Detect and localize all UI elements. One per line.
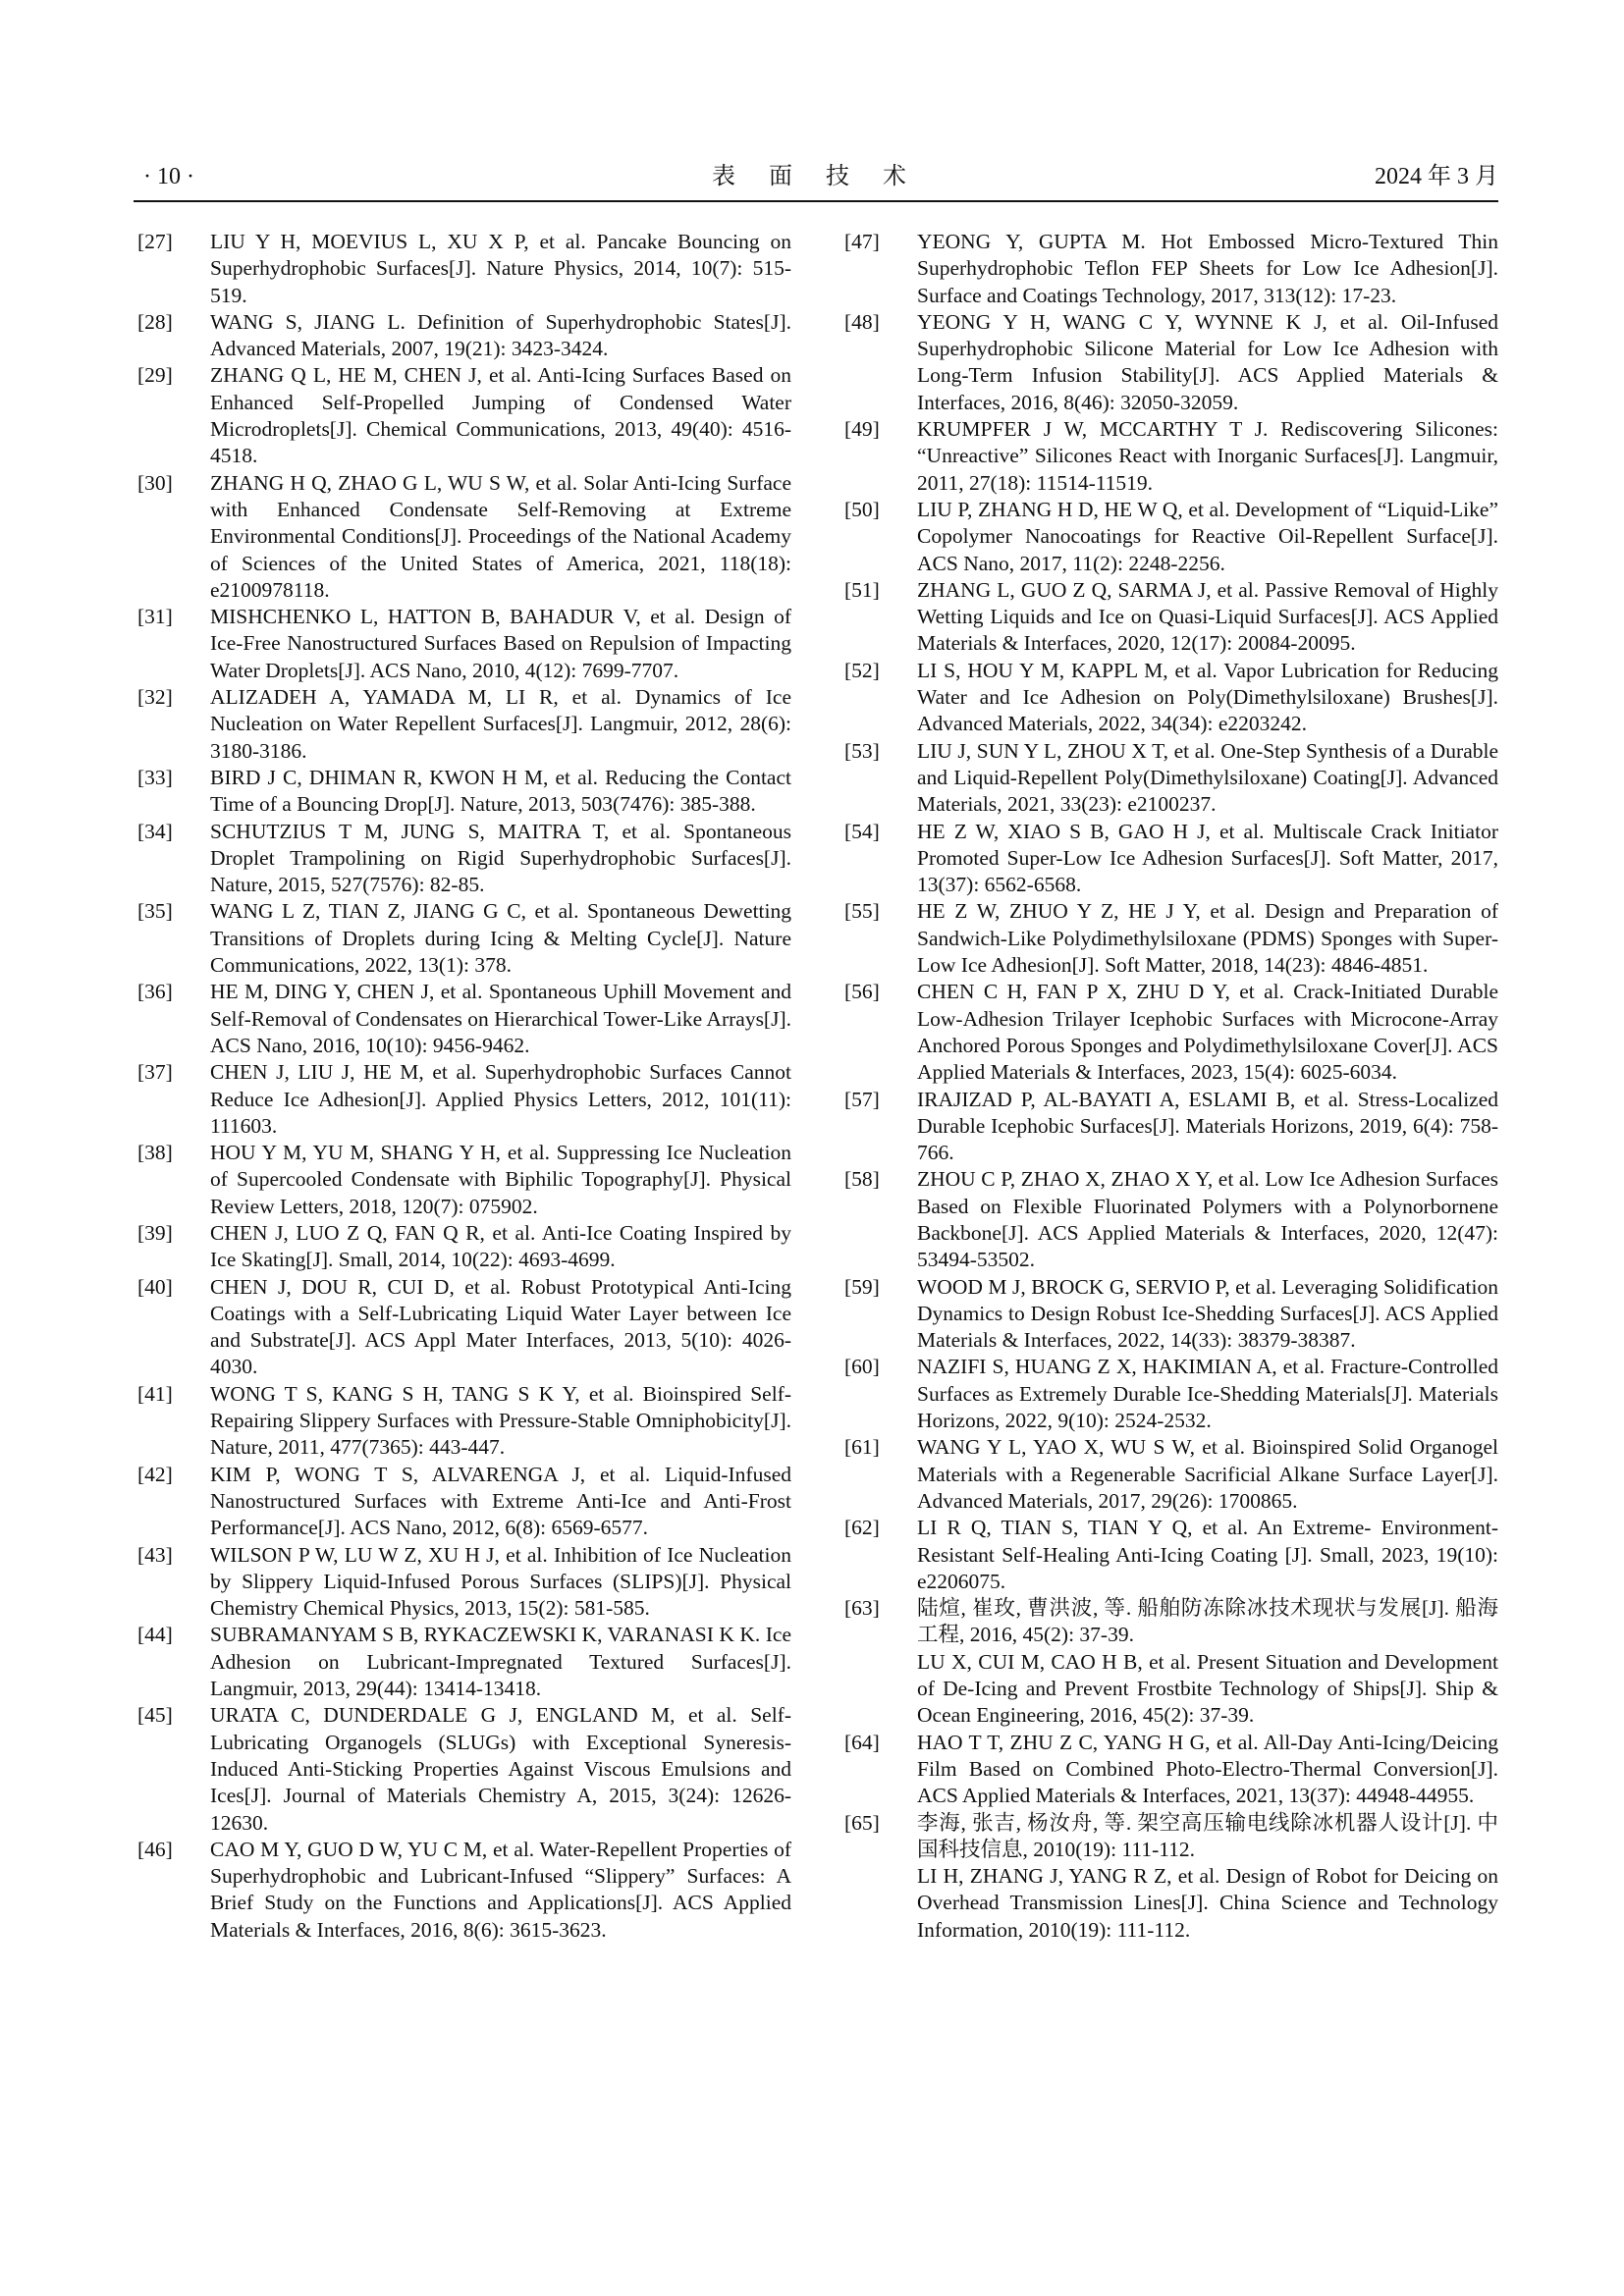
- reference-number: [53]: [844, 738, 880, 763]
- reference-entry: [844, 738, 1498, 819]
- reference-citation: YEONG Y, GUPTA M. Hot Embossed Micro-Textured Thin Superhydrophobic Teflon FEP Sheets for Low Ice Adhesion[J]. Surface and Coatings Technology, 2017, 313(12): 17-23.: [917, 230, 1498, 307]
- reference-number: [39]: [137, 1220, 173, 1245]
- reference-entry: [137, 1622, 791, 1702]
- reference-citation: URATA C, DUNDERDALE G J, ENGLAND M, et al. Self-Lubricating Organogels (SLUGs) with Exceptional Syneresis-Induced Anti-Sticking Properties Against Viscous Emulsions and Ices[J]. Journal of Materials Chemistry A, 2015, 3(24): 12626-12630.: [210, 1703, 791, 1835]
- reference-entry: [844, 497, 1498, 577]
- reference-entry: [137, 819, 791, 899]
- reference-citation: HE Z W, XIAO S B, GAO H J, et al. Multiscale Crack Initiator Promoted Super-Low Ice Adhesion Surfaces[J]. Soft Matter, 2017, 13(37): 6562-6568.: [917, 819, 1498, 897]
- reference-number: [57]: [844, 1087, 880, 1111]
- reference-citation: CHEN J, LIU J, HE M, et al. Superhydrophobic Surfaces Cannot Reduce Ice Adhesion[J]. Applied Physics Letters, 2012, 101(11): 111603.: [210, 1060, 791, 1138]
- reference-text: [917, 1515, 1498, 1595]
- reference-citation: HOU Y M, YU M, SHANG Y H, et al. Suppressing Ice Nucleation of Supercooled Condensate with Biphilic Topography[J]. Physical Review Letters, 2018, 120(7): 075902.: [210, 1141, 791, 1218]
- reference-citation: WANG S, JIANG L. Definition of Superhydrophobic States[J]. Advanced Materials, 2007, 19(21): 3423-3424.: [210, 309, 791, 361]
- reference-entry: [844, 416, 1498, 497]
- reference-column-right: [844, 229, 1498, 1944]
- reference-text: [917, 497, 1498, 577]
- reference-number: [41]: [137, 1381, 173, 1406]
- reference-number: [55]: [844, 899, 880, 924]
- reference-number: [43]: [137, 1542, 173, 1567]
- reference-entry: [137, 1837, 791, 1944]
- reference-text: [210, 1622, 791, 1702]
- reference-citation: WILSON P W, LU W Z, XU H J, et al. Inhibition of Ice Nucleation by Slippery Liquid-Infused Porous Surfaces (SLIPS)[J]. Physical Chemistry Chemical Physics, 2013, 15(2): 581-585.: [210, 1542, 791, 1621]
- reference-text: [917, 1354, 1498, 1434]
- reference-entry: [844, 1810, 1498, 1944]
- reference-translation: LI H, ZHANG J, YANG R Z, et al. Design of Robot for Deicing on Overhead Transmission Lines[J]. China Science and Technology Information, 2010(19): 111-112.: [917, 1864, 1498, 1942]
- reference-number: [30]: [137, 470, 173, 495]
- reference-number: [27]: [137, 230, 173, 253]
- reference-text: [210, 1702, 791, 1836]
- reference-number: [60]: [844, 1355, 880, 1379]
- reference-entry: [844, 898, 1498, 979]
- reference-number: [42]: [137, 1462, 173, 1486]
- reference-entry: [137, 1702, 791, 1836]
- reference-entry: [137, 765, 791, 819]
- reference-citation: LIU P, ZHANG H D, HE W Q, et al. Development of “Liquid-Like” Copolymer Nanocoatings for Reactive Oil-Repellent Surface[J]. ACS Nano, 2017, 11(2): 2248-2256.: [917, 497, 1498, 575]
- reference-text: [917, 658, 1498, 738]
- reference-text: [210, 684, 791, 765]
- reference-citation: MISHCHENKO L, HATTON B, BAHADUR V, et al. Design of Ice-Free Nanostructured Surfaces Based on Repulsion of Impacting Water Droplets[J]. ACS Nano, 2010, 4(12): 7699-7707.: [210, 605, 791, 682]
- reference-number: [45]: [137, 1703, 173, 1728]
- reference-number: [61]: [844, 1435, 880, 1460]
- reference-number: [38]: [137, 1141, 173, 1165]
- reference-text: [210, 362, 791, 469]
- reference-entry: [844, 1515, 1498, 1595]
- reference-text: [917, 1434, 1498, 1515]
- reference-number: [29]: [137, 363, 173, 388]
- reference-number: [54]: [844, 819, 880, 843]
- reference-entry: [137, 1542, 791, 1623]
- reference-text: [917, 1595, 1498, 1729]
- reference-entry: [844, 979, 1498, 1086]
- header-rule: [134, 200, 1498, 202]
- reference-citation: SCHUTZIUS T M, JUNG S, MAITRA T, et al. Spontaneous Droplet Trampolining on Rigid Superhydrophobic Surfaces[J]. Nature, 2015, 527(7576): 82-85.: [210, 819, 791, 897]
- reference-entry: [844, 819, 1498, 899]
- reference-citation: HE Z W, ZHUO Y Z, HE J Y, et al. Design and Preparation of Sandwich-Like Polydimethylsiloxane (PDMS) Sponges with Super-Low Ice Adhesion[J]. Soft Matter, 2018, 14(23): 4846-4851.: [917, 899, 1498, 978]
- reference-entry: [137, 1220, 791, 1274]
- reference-text: [210, 1542, 791, 1623]
- reference-citation: ZHANG H Q, ZHAO G L, WU S W, et al. Solar Anti-Icing Surface with Enhanced Condensate Self-Removing at Extreme Environmental Conditions[J]. Proceedings of the National Academy of Sciences of the United States of America, 2021, 118(18): e2100978118.: [210, 470, 791, 602]
- reference-citation: 陆煊, 崔玫, 曹洪波, 等. 船舶防冻除冰技术现状与发展[J]. 船海工程, 2016, 45(2): 37-39.: [917, 1596, 1498, 1647]
- reference-number: [37]: [137, 1060, 173, 1085]
- reference-entry: [137, 898, 791, 979]
- reference-text: [210, 1059, 791, 1140]
- reference-entry: [844, 1595, 1498, 1729]
- reference-text: [917, 1087, 1498, 1167]
- journal-title: 表 面 技 术: [712, 164, 920, 189]
- reference-entry: [844, 1166, 1498, 1273]
- page-number: · 10 ·: [143, 164, 194, 189]
- reference-entry: [137, 362, 791, 469]
- reference-citation: BIRD J C, DHIMAN R, KWON H M, et al. Reducing the Contact Time of a Bouncing Drop[J]. Nature, 2013, 503(7476): 385-388.: [210, 765, 791, 817]
- reference-text: [210, 1220, 791, 1274]
- reference-number: [44]: [137, 1623, 173, 1647]
- reference-text: [210, 765, 791, 819]
- reference-citation: CHEN J, LUO Z Q, FAN Q R, et al. Anti-Ice Coating Inspired by Ice Skating[J]. Small, 2014, 10(22): 4693-4699.: [210, 1220, 791, 1272]
- reference-column-left: [137, 229, 791, 1944]
- reference-text: [210, 229, 791, 309]
- reference-entry: [844, 229, 1498, 309]
- reference-number: [58]: [844, 1167, 880, 1192]
- reference-citation: YEONG Y H, WANG C Y, WYNNE K J, et al. Oil-Infused Superhydrophobic Silicone Material for Low Ice Adhesion with Long-Term Infusion Stability[J]. ACS Applied Materials & Interfaces, 2016, 8(46): 32050-32059.: [917, 309, 1498, 414]
- reference-text: [917, 979, 1498, 1086]
- reference-number: [52]: [844, 658, 880, 682]
- reference-citation: SUBRAMANYAM S B, RYKACZEWSKI K, VARANASI K K. Ice Adhesion on Lubricant-Impregnated Textured Surfaces[J]. Langmuir, 2013, 29(44): 13414-13418.: [210, 1623, 791, 1701]
- running-header: [134, 159, 1498, 194]
- reference-entry: [137, 1274, 791, 1381]
- reference-citation: ZHOU C P, ZHAO X, ZHAO X Y, et al. Low Ice Adhesion Surfaces Based on Flexible Fluorinated Polymers with a Polynorbornene Backbone[J]. ACS Applied Materials & Interfaces, 2020, 12(47): 53494-53502.: [917, 1167, 1498, 1272]
- reference-text: [917, 577, 1498, 658]
- reference-citation: NAZIFI S, HUANG Z X, HAKIMIAN A, et al. Fracture-Controlled Surfaces as Extremely Durable Ice-Shedding Materials[J]. Materials Horizons, 2022, 9(10): 2524-2532.: [917, 1355, 1498, 1433]
- reference-citation: ZHANG Q L, HE M, CHEN J, et al. Anti-Icing Surfaces Based on Enhanced Self-Propelled Jumping of Condensed Water Microdroplets[J]. Chemical Communications, 2013, 49(40): 4516-4518.: [210, 363, 791, 468]
- reference-citation: CHEN C H, FAN P X, ZHU D Y, et al. Crack-Initiated Durable Low-Adhesion Trilayer Icephobic Surfaces with Microcone-Array Anchored Porous Sponges and Polydimethylsiloxane Cover[J]. ACS Applied Materials & Interfaces, 2023, 15(4): 6025-6034.: [917, 980, 1498, 1085]
- reference-number: [56]: [844, 980, 880, 1004]
- reference-entry: [844, 1274, 1498, 1355]
- reference-citation: ALIZADEH A, YAMADA M, LI R, et al. Dynamics of Ice Nucleation on Water Repellent Surfaces[J]. Langmuir, 2012, 28(6): 3180-3186.: [210, 685, 791, 763]
- issue-date: 2024 年 3 月: [1375, 164, 1498, 189]
- reference-text: [210, 309, 791, 363]
- reference-text: [210, 1837, 791, 1944]
- reference-entry: [844, 1354, 1498, 1434]
- reference-text: [917, 1166, 1498, 1273]
- reference-entry: [137, 1381, 791, 1462]
- reference-entry: [137, 604, 791, 684]
- reference-entry: [844, 1730, 1498, 1810]
- reference-citation: IRAJIZAD P, AL-BAYATI A, ESLAMI B, et al. Stress-Localized Durable Icephobic Surfaces[J]. Materials Horizons, 2019, 6(4): 758-766.: [917, 1087, 1498, 1165]
- reference-citation: LI R Q, TIAN S, TIAN Y Q, et al. An Extreme- Environment-Resistant Self-Healing Anti-Icing Coating [J]. Small, 2023, 19(10): e2206075.: [917, 1516, 1498, 1593]
- reference-text: [917, 898, 1498, 979]
- reference-citation: CAO M Y, GUO D W, YU C M, et al. Water-Repellent Properties of Superhydrophobic and Lubricant-Infused “Slippery” Surfaces: A Brief Study on the Functions and Applications[J]. ACS Applied Materials & Interfaces, 2016, 8(6): 3615-3623.: [210, 1837, 791, 1942]
- reference-number: [48]: [844, 309, 880, 334]
- reference-number: [36]: [137, 980, 173, 1004]
- reference-text: [210, 819, 791, 899]
- reference-citation: CHEN J, DOU R, CUI D, et al. Robust Prototypical Anti-Icing Coatings with a Self-Lubricating Liquid Water Layer between Ice and Substrate[J]. ACS Appl Mater Interfaces, 2013, 5(10): 4026-4030.: [210, 1274, 791, 1379]
- reference-number: [63]: [844, 1596, 880, 1621]
- reference-citation: WONG T S, KANG S H, TANG S K Y, et al. Bioinspired Self-Repairing Slippery Surfaces with Pressure-Stable Omniphobicity[J]. Nature, 2011, 477(7365): 443-447.: [210, 1381, 791, 1460]
- reference-number: [35]: [137, 899, 173, 924]
- reference-translation: LU X, CUI M, CAO H B, et al. Present Situation and Development of De-Icing and Prevent Frostbite Technology of Ships[J]. Ship & Ocean Engineering, 2016, 45(2): 37-39.: [917, 1649, 1498, 1728]
- reference-number: [59]: [844, 1274, 880, 1299]
- reference-citation: WOOD M J, BROCK G, SERVIO P, et al. Leveraging Solidification Dynamics to Design Robust Ice-Shedding Surfaces[J]. ACS Applied Materials & Interfaces, 2022, 14(33): 38379-38387.: [917, 1274, 1498, 1353]
- reference-text: [917, 1274, 1498, 1355]
- reference-citation: LI S, HOU Y M, KAPPL M, et al. Vapor Lubrication for Reducing Water and Ice Adhesion on Poly(Dimethylsiloxane) Brushes[J]. Advanced Materials, 2022, 34(34): e2203242.: [917, 658, 1498, 736]
- reference-number: [32]: [137, 685, 173, 710]
- reference-text: [210, 1381, 791, 1462]
- reference-citation: KRUMPFER J W, MCCARTHY T J. Rediscovering Silicones: “Unreactive” Silicones React with Inorganic Surfaces[J]. Langmuir, 2011, 27(18): 11514-11519.: [917, 417, 1498, 495]
- reference-entry: [844, 1087, 1498, 1167]
- reference-text: [917, 416, 1498, 497]
- reference-text: [917, 229, 1498, 309]
- reference-citation: WANG Y L, YAO X, WU S W, et al. Bioinspired Solid Organogel Materials with a Regenerable Sacrificial Alkane Surface Layer[J]. Advanced Materials, 2017, 29(26): 1700865.: [917, 1435, 1498, 1513]
- reference-text: [210, 604, 791, 684]
- reference-entry: [844, 577, 1498, 658]
- reference-text: [210, 470, 791, 604]
- reference-number: [46]: [137, 1837, 173, 1861]
- reference-number: [49]: [844, 417, 880, 442]
- reference-citation: LIU Y H, MOEVIUS L, XU X P, et al. Pancake Bouncing on Superhydrophobic Surfaces[J]. Nature Physics, 2014, 10(7): 515-519.: [210, 230, 791, 307]
- reference-text: [210, 1274, 791, 1381]
- reference-number: [28]: [137, 309, 173, 334]
- reference-text: [917, 819, 1498, 899]
- reference-number: [65]: [844, 1810, 880, 1835]
- reference-number: [64]: [844, 1730, 880, 1754]
- reference-text: [917, 1810, 1498, 1944]
- reference-text: [210, 1462, 791, 1542]
- reference-number: [34]: [137, 819, 173, 843]
- reference-number: [40]: [137, 1274, 173, 1299]
- reference-text: [210, 898, 791, 979]
- reference-entry: [137, 470, 791, 604]
- reference-entry: [137, 1140, 791, 1220]
- reference-entry: [137, 684, 791, 765]
- reference-entry: [844, 1434, 1498, 1515]
- reference-entry: [137, 1462, 791, 1542]
- reference-number: [50]: [844, 497, 880, 521]
- reference-number: [62]: [844, 1516, 880, 1540]
- reference-text: [210, 979, 791, 1059]
- reference-citation: LIU J, SUN Y L, ZHOU X T, et al. One-Step Synthesis of a Durable and Liquid-Repellent Poly(Dimethylsiloxane) Coating[J]. Advanced Materials, 2021, 33(23): e2100237.: [917, 738, 1498, 817]
- reference-number: [47]: [844, 230, 880, 253]
- reference-text: [917, 1730, 1498, 1810]
- reference-text: [210, 1140, 791, 1220]
- reference-number: [33]: [137, 765, 173, 789]
- reference-citation: HE M, DING Y, CHEN J, et al. Spontaneous Uphill Movement and Self-Removal of Condensates on Hierarchical Tower-Like Arrays[J]. ACS Nano, 2016, 10(10): 9456-9462.: [210, 980, 791, 1057]
- reference-citation: HAO T T, ZHU Z C, YANG H G, et al. All-Day Anti-Icing/Deicing Film Based on Combined Photo-Electro-Thermal Conversion[J]. ACS Applied Materials & Interfaces, 2021, 13(37): 44948-44955.: [917, 1730, 1498, 1808]
- reference-citation: KIM P, WONG T S, ALVARENGA J, et al. Liquid-Infused Nanostructured Surfaces with Extreme Anti-Ice and Anti-Frost Performance[J]. ACS Nano, 2012, 6(8): 6569-6577.: [210, 1462, 791, 1540]
- reference-citation: 李海, 张吉, 杨汝舟, 等. 架空高压输电线除冰机器人设计[J]. 中国科技信息, 2010(19): 111-112.: [917, 1810, 1498, 1861]
- reference-entry: [137, 309, 791, 363]
- reference-text: [917, 309, 1498, 416]
- reference-entry: [844, 658, 1498, 738]
- reference-entry: [137, 979, 791, 1059]
- reference-entry: [137, 229, 791, 309]
- reference-entry: [844, 309, 1498, 416]
- reference-entry: [137, 1059, 791, 1140]
- reference-number: [31]: [137, 605, 173, 629]
- reference-number: [51]: [844, 577, 880, 602]
- reference-citation: ZHANG L, GUO Z Q, SARMA J, et al. Passive Removal of Highly Wetting Liquids and Ice on Quasi-Liquid Surfaces[J]. ACS Applied Materials & Interfaces, 2020, 12(17): 20084-20095.: [917, 577, 1498, 656]
- reference-text: [917, 738, 1498, 819]
- reference-citation: WANG L Z, TIAN Z, JIANG G C, et al. Spontaneous Dewetting Transitions of Droplets during Icing & Melting Cycle[J]. Nature Communications, 2022, 13(1): 378.: [210, 899, 791, 978]
